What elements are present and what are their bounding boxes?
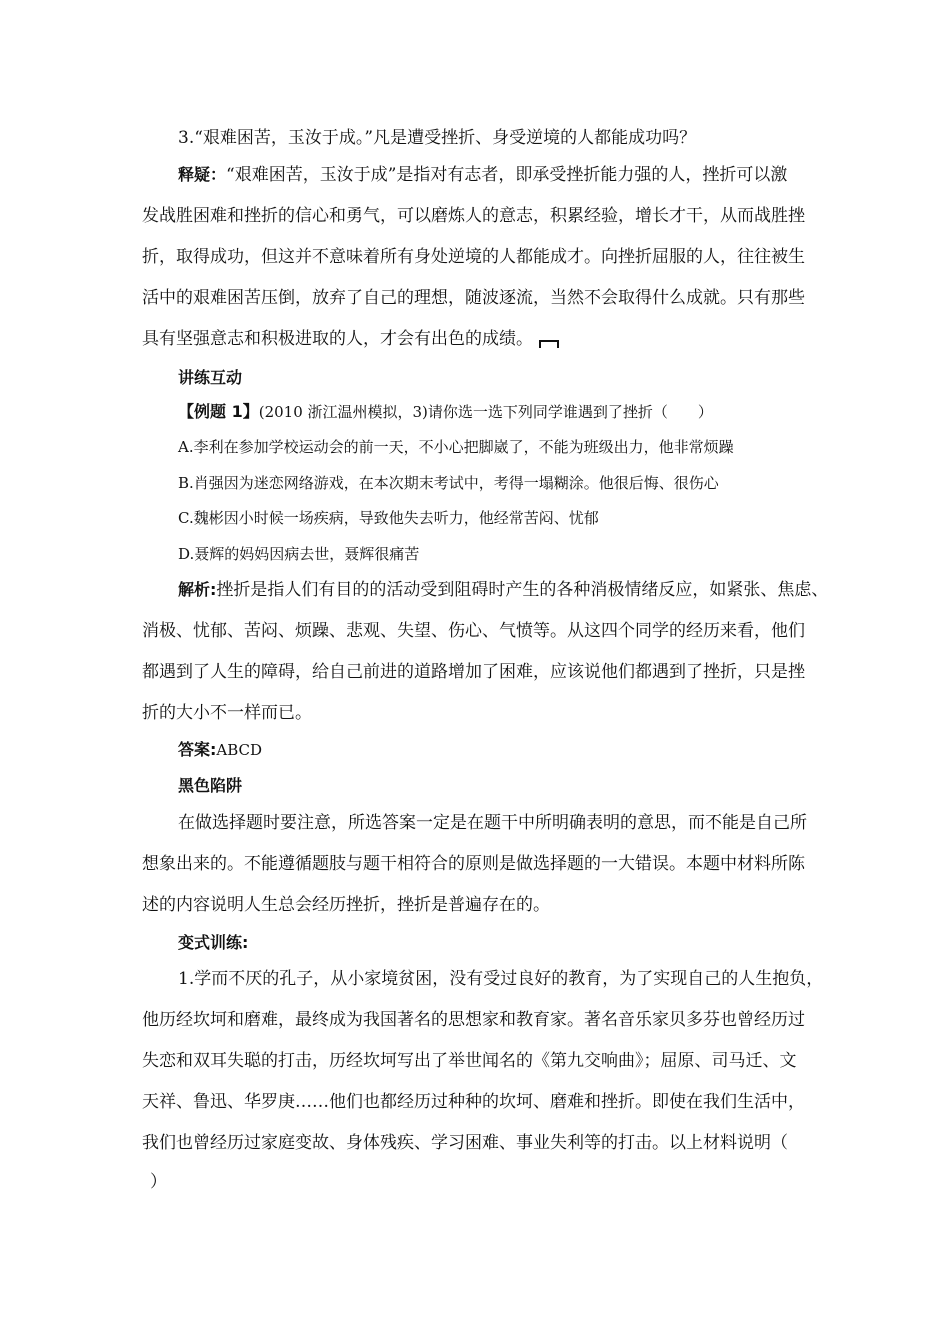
explain-line-4: 活中的艰难困苦压倒，放弃了自己的理想，随波逐流，当然不会取得什么成就。只有那些: [142, 288, 805, 308]
answer-line: [178, 740, 868, 762]
example-text: (2010 浙江温州模拟，3)请你选一选下列同学谁遇到了挫折（ ）: [258, 403, 713, 421]
explain-line-2: 发战胜困难和挫折的信心和勇气，可以磨炼人的意志，积累经验，增长才干，从而战胜挫: [142, 206, 805, 226]
explain-label: 释疑：: [178, 165, 227, 184]
analysis-text-1: 挫折是指人们有目的的活动受到阻碍时产生的各种消极情绪反应，如紧张、焦虑、: [216, 580, 829, 600]
option-a: A.李利在参加学校运动会的前一天，不小心把脚崴了，不能为班级出力，他非常烦躁: [178, 438, 734, 456]
option-c: C.魏彬因小时候一场疾病，导致他失去听力，他经常苦闷、忧郁: [178, 509, 599, 527]
variant-heading: 变式训练:: [178, 933, 249, 952]
analysis-label: 解析:: [178, 580, 217, 599]
variant-line-2: 他历经坎坷和磨难，最终成为我国著名的思想家和教育家。著名音乐家贝多芬也曾经历过: [142, 1010, 805, 1030]
answer-label: 答案:: [178, 740, 217, 759]
answer-value: ABCD: [216, 741, 263, 759]
option-b: B.肖强因为迷恋网络游戏，在本次期末考试中，考得一塌糊涂。他很后悔、很伤心: [178, 474, 719, 492]
variant-line-6: ）: [150, 1172, 167, 1192]
example-1: [178, 402, 868, 424]
variant-line-4: 天祥、鲁迅、华罗庚……他们也都经历过种种的坎坷、磨难和挫折。即使在我们生活中，: [142, 1092, 805, 1112]
analysis-line-2: 消极、忧郁、苦闷、烦躁、悲观、失望、伤心、气愤等。从这四个同学的经历来看，他们: [142, 621, 805, 641]
analysis-line-1: [178, 580, 868, 602]
explain-line-5: [142, 329, 832, 351]
trap-line-3: 述的内容说明人生总会经历挫折，挫折是普遍存在的。: [142, 895, 550, 915]
explain-line-1: [178, 165, 868, 187]
explain-line-3: 折，取得成功，但这并不意味着所有身处逆境的人都能成才。向挫折屈服的人，往往被生: [142, 247, 805, 267]
trap-heading: 黑色陷阱: [178, 776, 243, 795]
explain-text-5: 具有坚强意志和积极进取的人，才会有出色的成绩。: [142, 329, 533, 349]
interactive-heading: 讲练互动: [178, 368, 243, 387]
variant-line-1: 1.学而不厌的孔子，从小家境贫困，没有受过良好的教育，为了实现自己的人生抱负，: [178, 969, 824, 989]
bracket-mark-icon: [539, 340, 559, 348]
trap-line-1: 在做选择题时要注意，所选答案一定是在题干中所明确表明的意思，而不能是自己所: [178, 813, 807, 833]
variant-line-5: 我们也曾经历过家庭变故、身体残疾、学习困难、事业失利等的打击。以上材料说明（: [142, 1133, 788, 1153]
analysis-line-3: 都遇到了人生的障碍，给自己前进的道路增加了困难，应该说他们都遇到了挫折，只是挫: [142, 662, 805, 682]
explain-text-1: “艰难困苦，玉汝于成”是指对有志者，即承受挫折能力强的人，挫折可以激: [226, 165, 788, 185]
option-d: D.聂辉的妈妈因病去世，聂辉很痛苦: [178, 545, 420, 563]
example-label: 【例题 1】: [178, 402, 259, 421]
question-3: 3.“艰难困苦，玉汝于成。”凡是遭受挫折、身受逆境的人都能成功吗？: [178, 128, 697, 148]
analysis-line-4: 折的大小不一样而已。: [142, 703, 312, 723]
trap-line-2: 想象出来的。不能遵循题肢与题干相符合的原则是做选择题的一大错误。本题中材料所陈: [142, 854, 805, 874]
variant-line-3: 失恋和双耳失聪的打击，历经坎坷写出了举世闻名的《第九交响曲》；屈原、司马迁、文: [142, 1051, 797, 1071]
